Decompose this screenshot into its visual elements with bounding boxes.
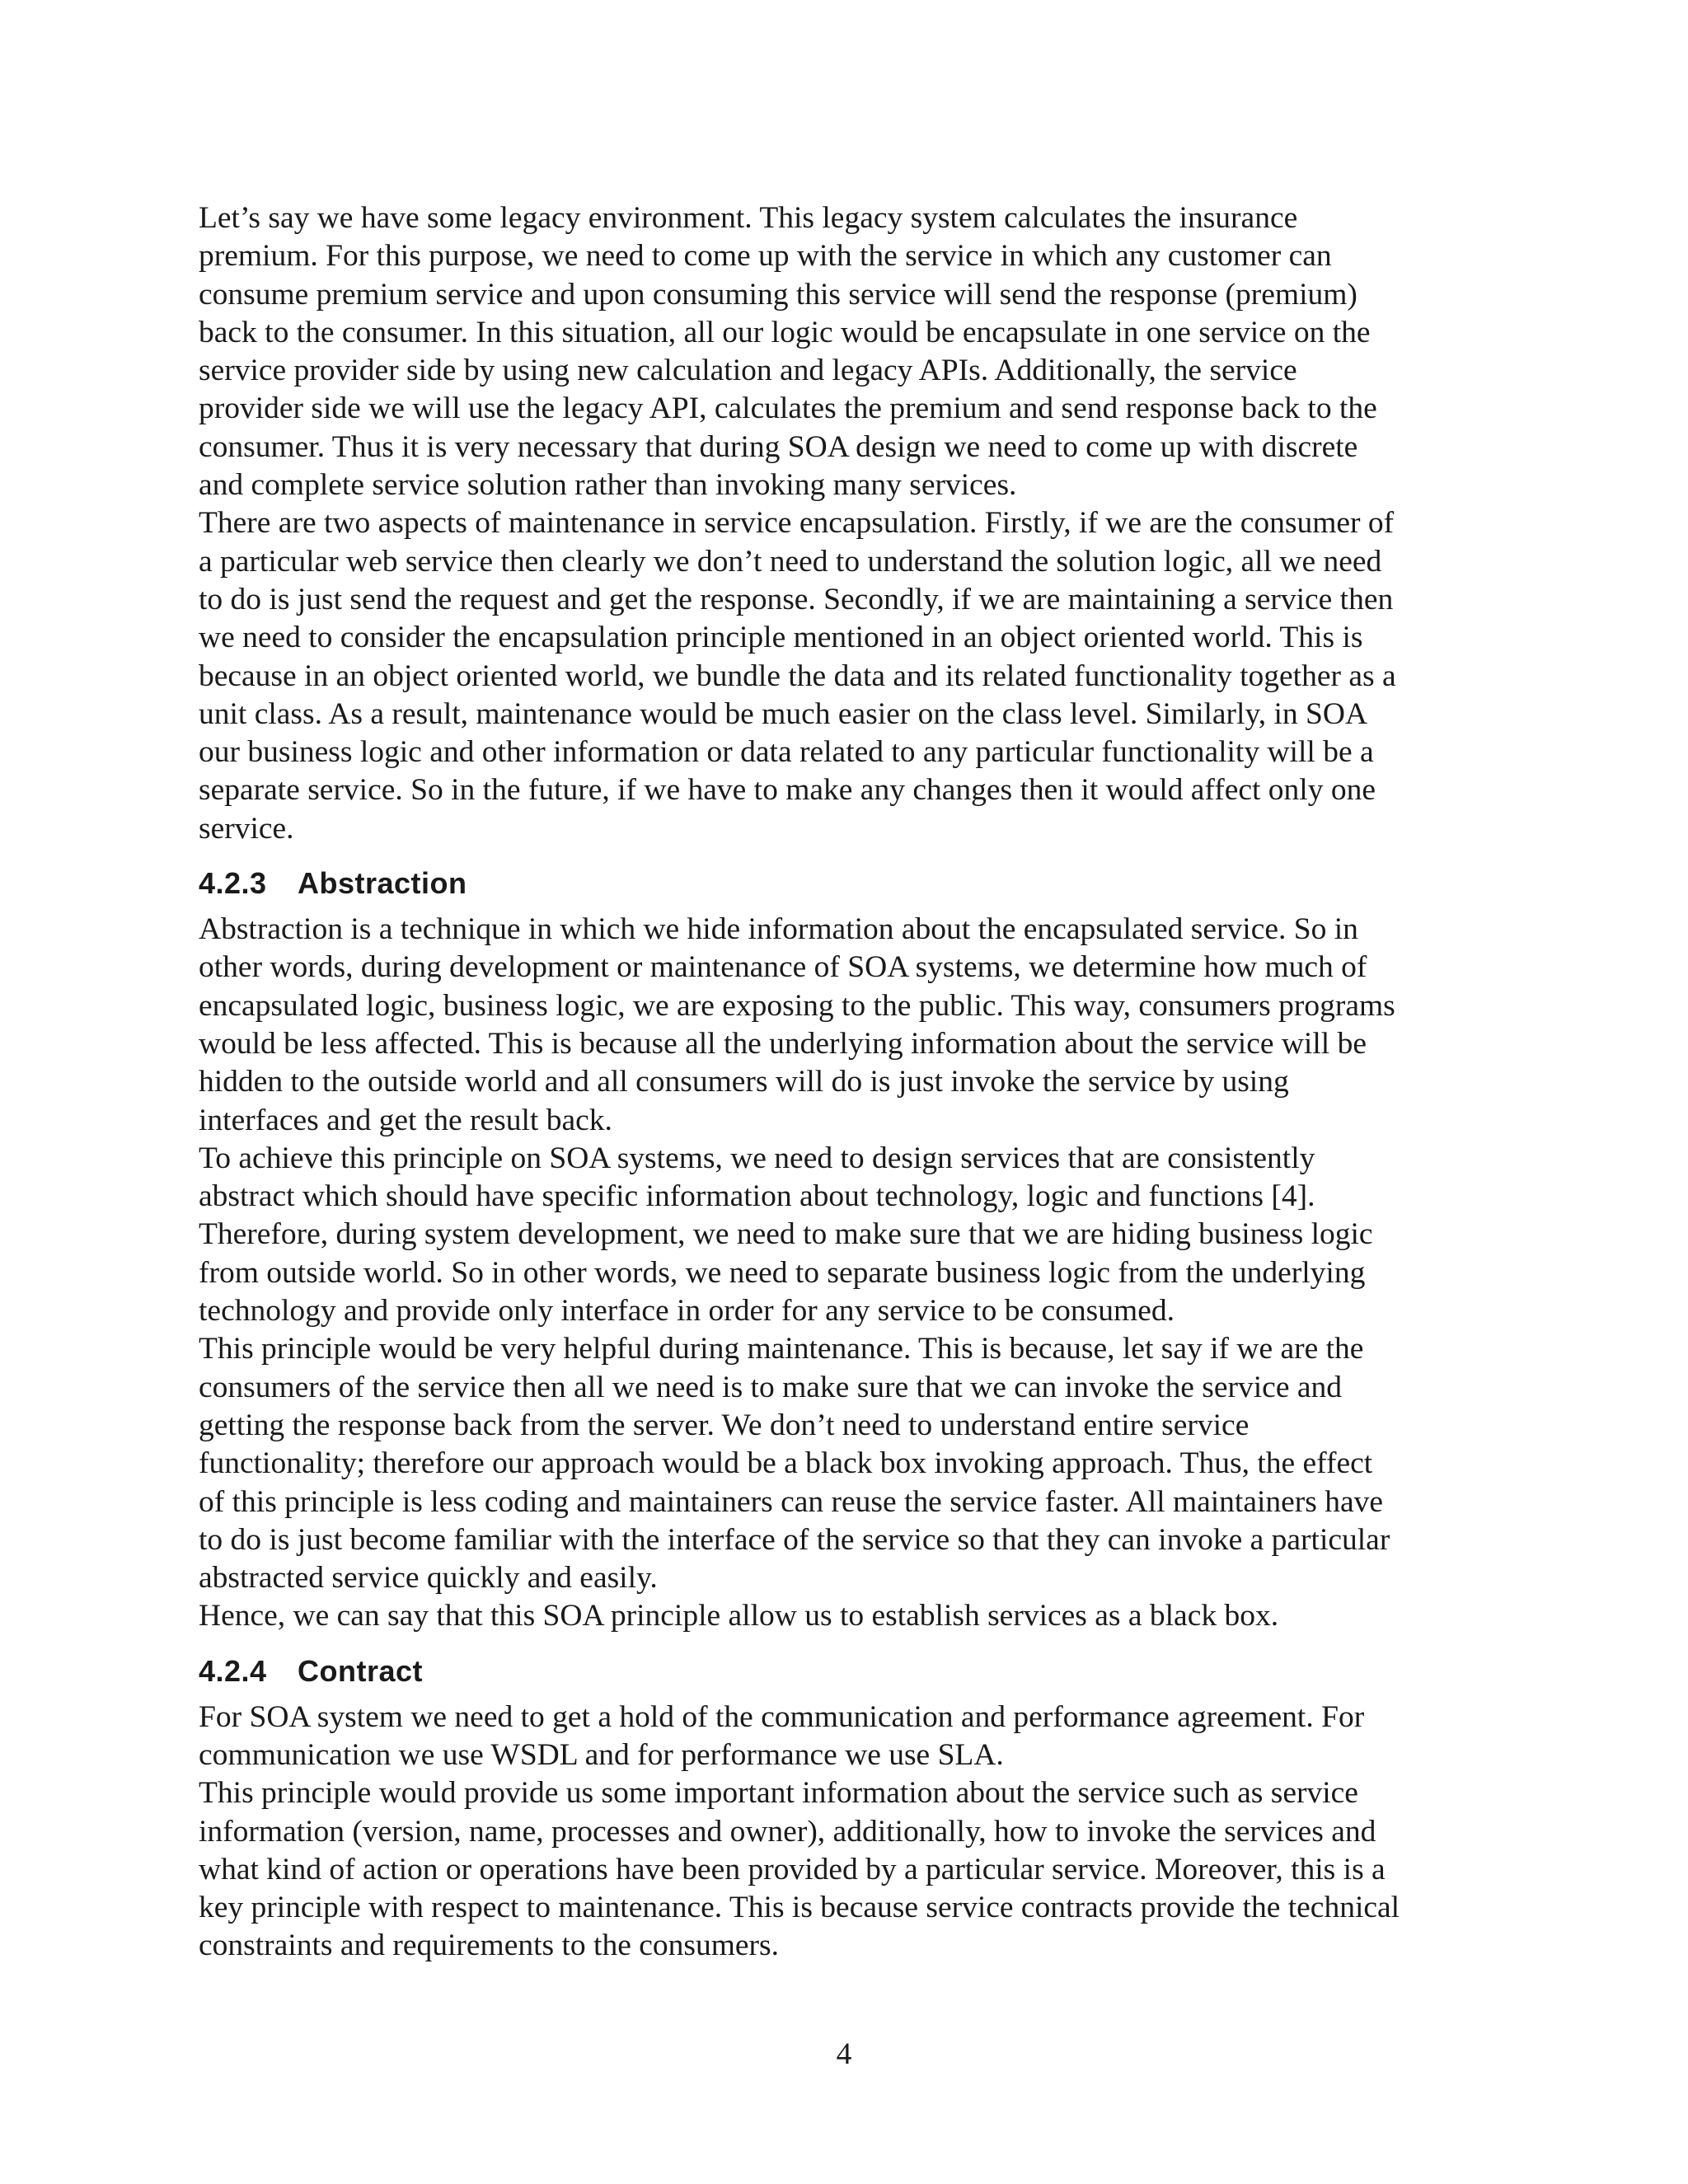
contract-paragraph-2: This principle would provide us some important information about the service such as service information (version, name, processes and owner), additionally, how to invoke the services and what kind of action or operations have been provided by a particular service. Moreover, this is a key principle with respect to maintenance. This is because service contracts provide the technical constraints and requirements to the consumers. — [199, 1776, 1400, 1963]
section-number: 4.2.4 — [199, 1653, 267, 1688]
intro-paragraph-1: Let’s say we have some legacy environment. This legacy system calculates the insurance premium. For this purpose, we need to come up with the service in which any customer can consume premium service and upon consuming this service will send the response (premium) back to the consumer. In this situation, all our logic would be encapsulate in one service on the service provider side by using new calculation and legacy APIs. Additionally, the service provider side we will use the legacy API, calculates the premium and send response back to the consumer. Thus it is very necessary that during SOA design we need to come up with discrete and complete service solution rather than invoking many services. — [199, 201, 1377, 503]
abstraction-paragraph-2: To achieve this principle on SOA systems, we need to design services that are consistently abstract which should have specific information about technology, logic and functions [4]. Therefore, during system development, we need to make sure that we are hiding business logic from outside world. So in other words, we need to separate business logic from the underlying technology and provide only interface in order for any service to be consumed. — [199, 1141, 1373, 1329]
abstraction-paragraph-1: Abstraction is a technique in which we hide information about the encapsulated service. So in other words, during development or maintenance of SOA systems, we determine how much of encapsulated logic, business logic, we are exposing to the public. This way, consumers programs would be less affected. This is because all the underlying information about the service will be hidden to the outside world and all consumers will do is just invoke the service by using interfaces and get the result back. — [199, 912, 1395, 1137]
section-title: Contract — [298, 1653, 424, 1688]
section-number: 4.2.3 — [199, 866, 267, 901]
section-title: Abstraction — [298, 866, 467, 901]
intro-paragraph-2: There are two aspects of maintenance in service encapsulation. Firstly, if we are the consumer of a particular web service then clearly we don’t need to understand the solution logic, all we need to do is just send the request and get the response. Secondly, if we are maintaining a service then we need to consider the encapsulation principle mentioned in an object oriented world. This is because in an object oriented world, we bundle the data and its related functionality together as a unit class. As a result, maintenance would be much easier on the class level. Similarly, in SOA our business logic and other information or data related to any particular functionality will be a separate service. So in the future, if we have to make any changes then it would affect only one service. — [199, 506, 1396, 846]
section-heading-abstraction — [199, 865, 1493, 902]
contract-paragraph-1: For SOA system we need to get a hold of the communication and performance agreement. For communication we use WSDL and for performance we use SLA. — [199, 1699, 1365, 1772]
page-number: 4 — [836, 2037, 852, 2071]
abstraction-paragraph-3: This principle would be very helpful during maintenance. This is because, let say if we are the consumers of the service then all we need is to make sure that we can invoke the service and getting the response back from the server. We don’t need to understand entire service functionality; therefore our approach would be a black box invoking approach. Thus, the effect of this principle is less coding and maintainers can reuse the service faster. All maintainers have to do is just become familiar with the interface of the service so that they can invoke a particular abstracted service quickly and easily. — [199, 1332, 1390, 1596]
page-body — [199, 199, 1493, 1966]
section-heading-contract — [199, 1652, 1493, 1690]
abstraction-paragraph-4: Hence, we can say that this SOA principle allow us to establish services as a black box. — [199, 1599, 1279, 1633]
